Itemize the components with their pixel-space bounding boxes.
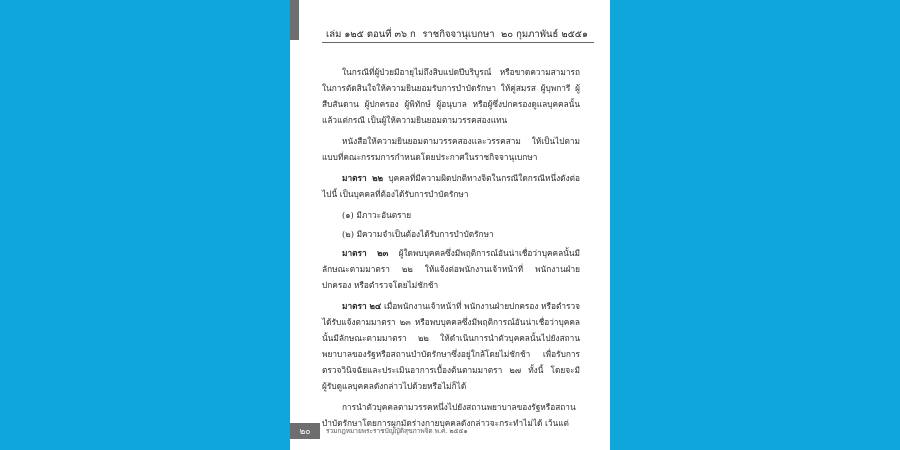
page-number: ๒๐ bbox=[290, 423, 320, 439]
footer-book-title: รวมกฎหมายพระราชบัญญัติสุขภาพจิต พ.ศ. ๒๕๕๑ bbox=[326, 427, 468, 435]
page-edge-tab bbox=[290, 0, 299, 40]
list-item-2: (๒) มีความจำเป็นต้องได้รับการบำบัดรักษา bbox=[342, 229, 494, 239]
document-page bbox=[290, 0, 610, 450]
list-item-1: (๑) มีภาวะอันตราย bbox=[342, 210, 412, 220]
header-date: ๒๐ กุมภาพันธ์ ๒๕๕๑ bbox=[501, 29, 588, 40]
page-body bbox=[322, 64, 580, 436]
section-22-label: มาตรา ๒๒ bbox=[342, 173, 384, 183]
section-22-text: บุคคลที่มีความผิดปกติทางจิตในกรณีใดกรณีหนึ่งดังต่อไปนี้ เป็นบุคคลที่ต้องได้รับการบำบัดรักษา bbox=[322, 173, 580, 199]
header-volume: เล่ม ๑๒๕ ตอนที่ ๓๖ ก bbox=[326, 29, 416, 40]
section-23-label: มาตรา ๒๓ bbox=[342, 248, 389, 258]
header-divider bbox=[322, 42, 594, 43]
section-24-text: เมื่อพนักงานเจ้าหน้าที่ พนักงานฝ่ายปกครอง หรือตำรวจได้รับแจ้งตามมาตรา ๒๓ หรือพบบุคคลซึ่งมีพฤติการณ์อันน่าเชื่อว่าบุคคลนั้นมีลักษณะตามมาตรา ๒๒ ให้ดำเนินการนำตัวบุคคลนั้นไปยังสถานพยาบาลของรัฐหรือสถานบำบัดรักษาซึ่งอยู่ใกล้โดยไม่ชักช้า เพื่อรับการตรวจวินิจฉัยและประเมินอาการเบื้องต้นตามมาตรา ๒๗ ทั้งนี้ โดยจะมีผู้รับดูแลบุคคลดังกล่าวไปด้วยหรือไม่ก็ได้ bbox=[322, 301, 580, 391]
section-24 bbox=[322, 298, 580, 394]
paragraph-consent-form: หนังสือให้ความยินยอมตามวรรคสองและวรรคสาม ให้เป็นไปตามแบบที่คณะกรรมการกำหนดโดยประกาศในราชกิจจานุเบกษา bbox=[322, 136, 580, 162]
section-24-label: มาตรา ๒๔ bbox=[342, 301, 382, 311]
section-23 bbox=[322, 245, 580, 293]
section-23-text: ผู้ใดพบบุคคลซึ่งมีพฤติการณ์อันน่าเชื่อว่าบุคคลนั้นมีลักษณะตามมาตรา ๒๒ ให้แจ้งต่อพนักงานเจ้าหน้าที่ พนักงานฝ่ายปกครอง หรือตำรวจโดยไม่ชักช้า bbox=[322, 248, 580, 290]
paragraph-restraint: การนำตัวบุคคลตามวรรคหนึ่งไปยังสถานพยาบาลของรัฐหรือสถานบำบัดรักษาโดยการผูกมัดร่างกายบุคคลดังกล่าวจะกระทำไม่ได้ เว้นแต่ bbox=[322, 402, 576, 428]
section-22 bbox=[322, 170, 580, 202]
paragraph-consent: ในกรณีที่ผู้ป่วยมีอายุไม่ถึงสิบแปดปีบริบูรณ์ หรือขาดความสามารถในการตัดสินใจให้ความยินยอมรับการบำบัดรักษา ให้คู่สมรส ผู้บุพการี ผู้สืบสันดาน ผู้ปกครอง ผู้พิทักษ์ ผู้อนุบาล หรือผู้ซึ่งปกครองดูแลบุคคลนั้นแล้วแต่กรณี เป็นผู้ให้ความยินยอมตามวรรคสองแทน bbox=[322, 67, 580, 125]
header-journal: ราชกิจจานุเบกษา bbox=[422, 29, 495, 40]
page-header bbox=[326, 27, 588, 42]
